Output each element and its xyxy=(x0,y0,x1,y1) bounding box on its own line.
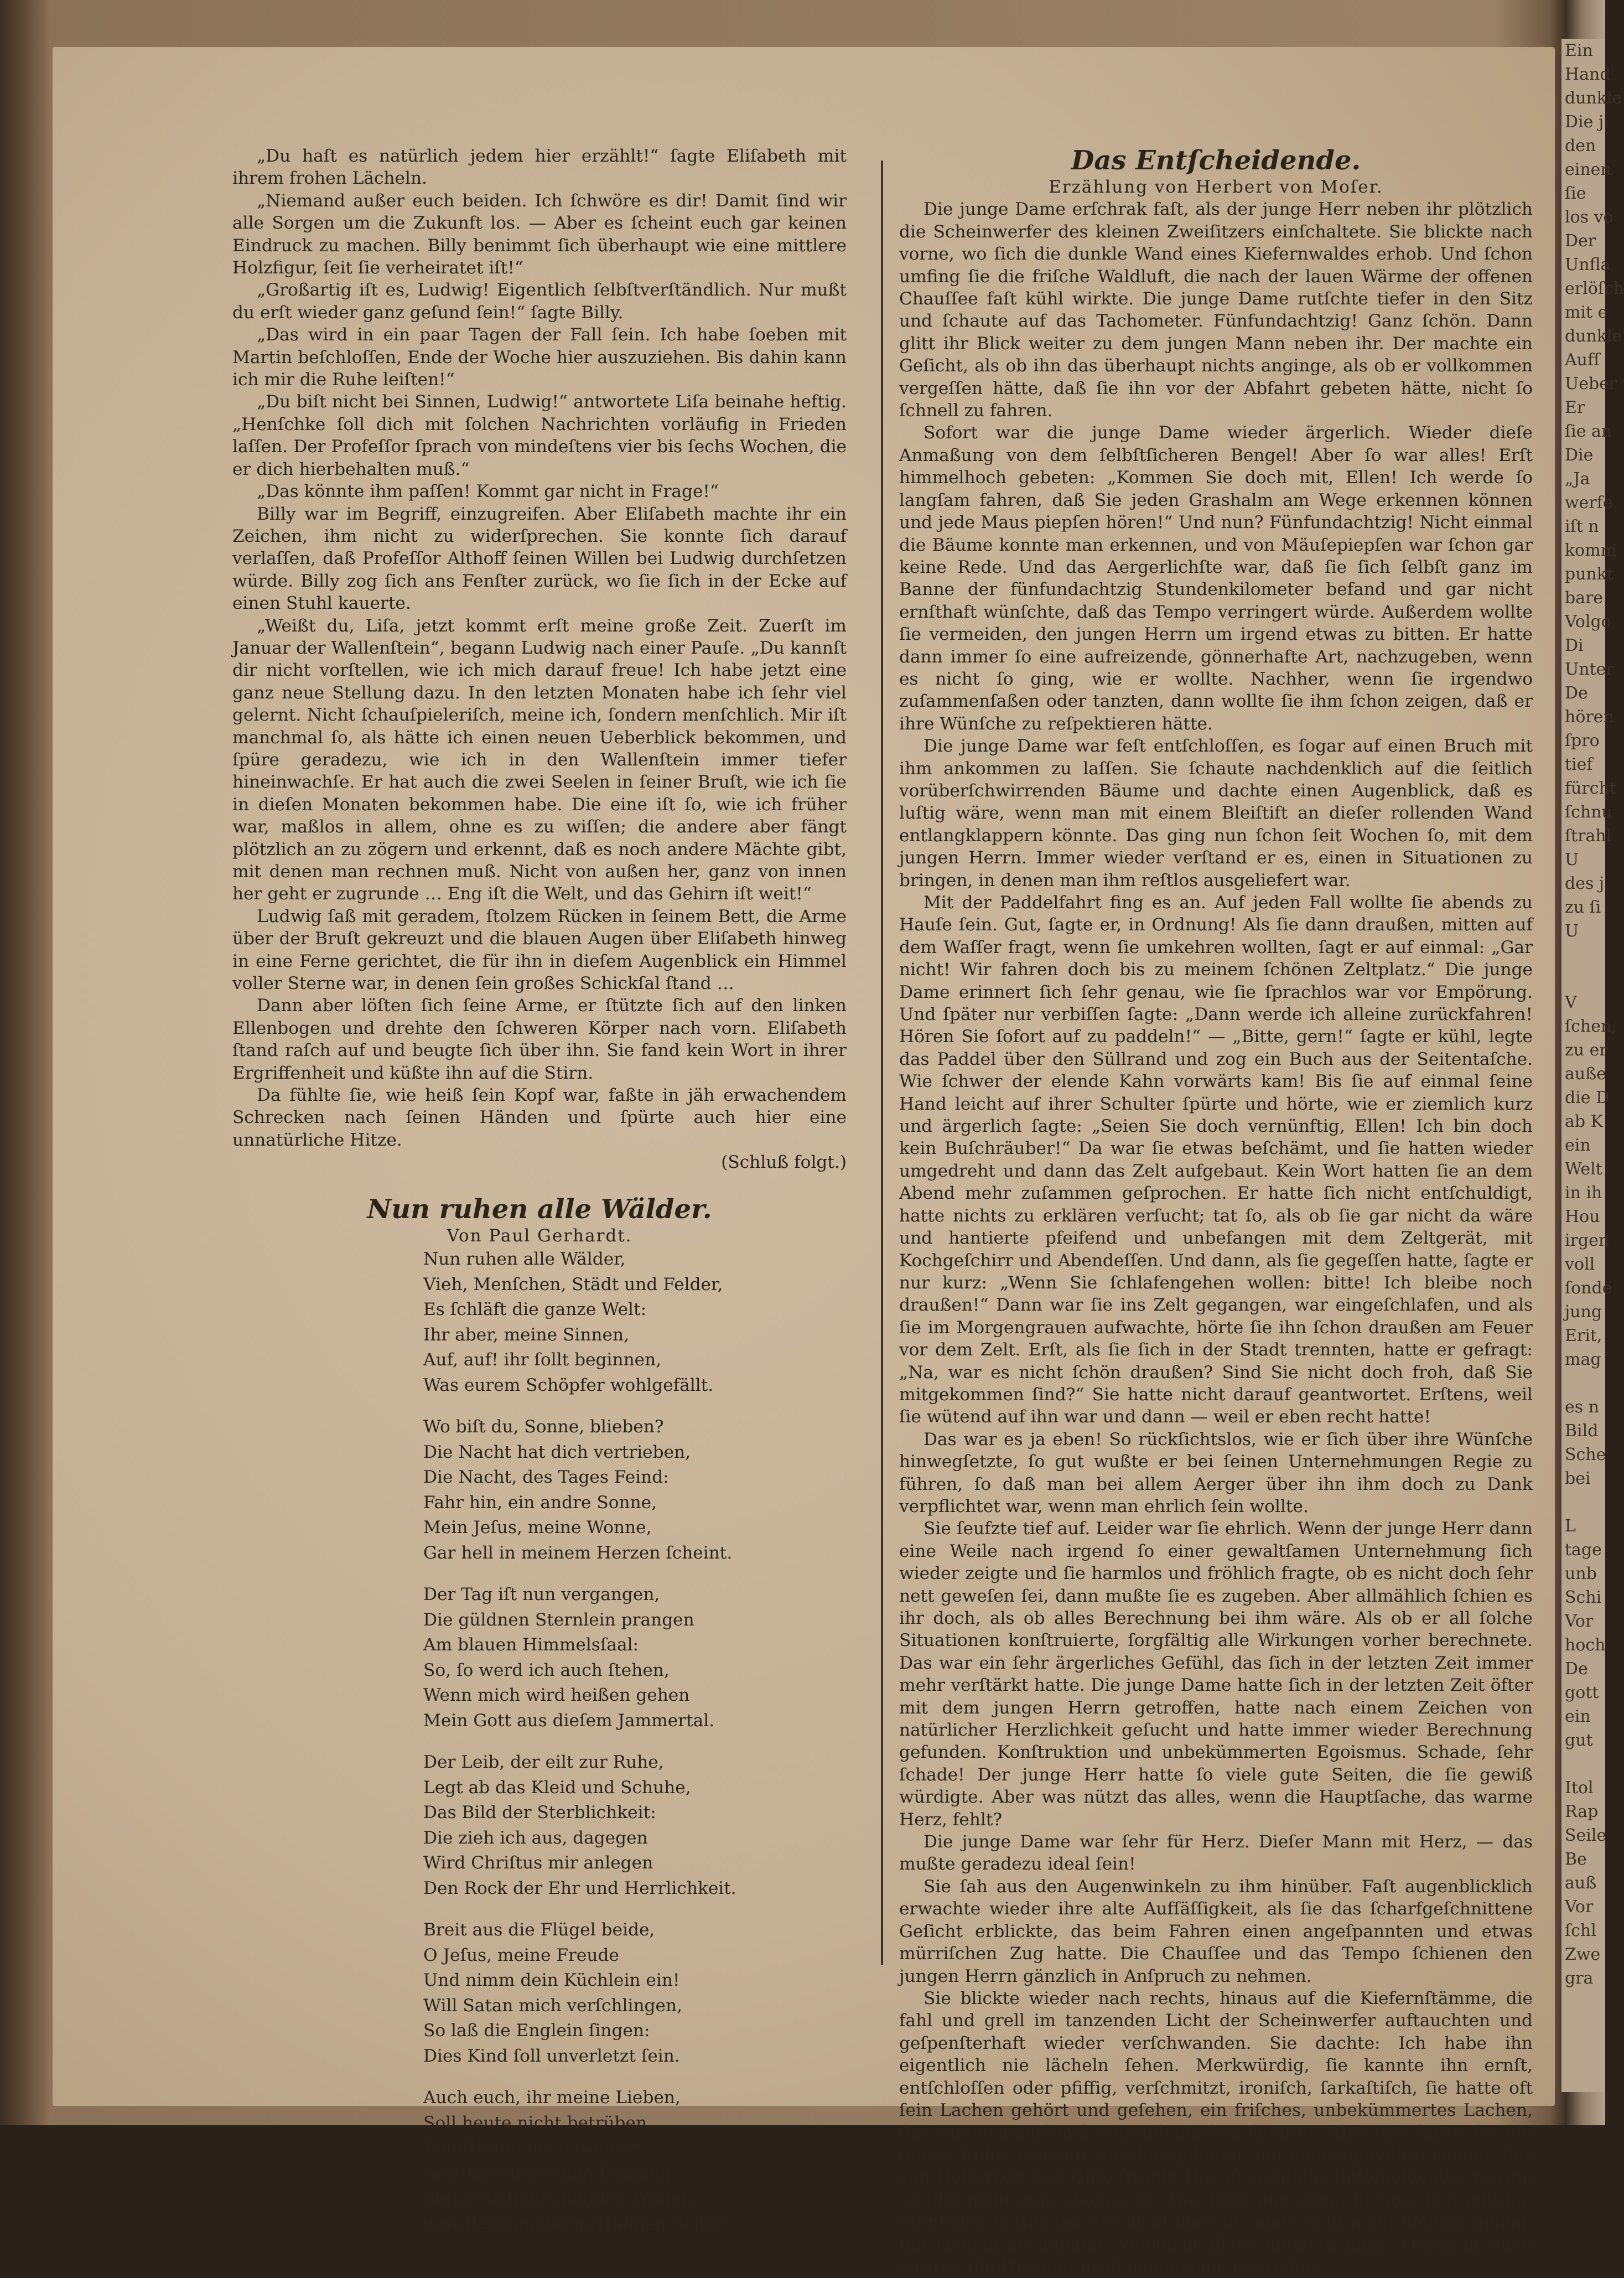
adjacent-page-fragment: Ueber xyxy=(1565,374,1617,394)
adjacent-page-fragment: Erit, xyxy=(1565,1326,1602,1345)
adjacent-page-fragment: Vor xyxy=(1565,1897,1594,1917)
paragraph: Sie blickte wieder nach rechts, hinaus auf die Kiefernſtämme, die fahl und grell im tanzenden Licht der Scheinwerfer auftauchten und geſpenſterhaft wieder verſchwanden. Sie dachte: Ich habe ihn eigentlich nie lächeln ſehen. Merkwürdig, ſie kannte ihn ernſt, entſchloſſen oder pfiffig, verſchmitzt, ironiſch, ſarkaſtiſch, ſie hatte oft ſein Lachen gehört und geſehen, ein friſches, unbekümmertes Lachen, das einen manchmal wütend machen konnte. Aber nie hatte ſie ein gutes, ſtilles Lächeln von ihm geſehen, nie dieſes gewiſſe Lächeln, das von Heiterkeit und Güte ſtrahlt. Das iſt wohl das Entſcheidende, warum ich ihn nicht mag, dachte ſie. Das fehlt ihm eben. Er boxt ſich mit den Menſchen herum oder er lacht über ſie, aber er iſt nicht Menſch genug, um lächeln zu können. Vielleicht iſt er noch zu jung. Vielleicht auch wird er die Weisheit des Lächelns nie begreifen … xyxy=(899,1988,1533,2277)
paragraph: „Großartig iſt es, Ludwig! Eigentlich ſelbſtverſtändlich. Nur mußt du erſt wieder ganz geſund ſein!“ ſagte Billy. xyxy=(232,280,847,323)
paragraph: Die junge Dame war feſt entſchloſſen, es ſogar auf einen Bruch mit ihm ankommen zu laſſen. Sie ſchaute nachdenklich auf die ſeitlich vorüberſchwirrenden Bäume und dachte einen Augenblick, daß es luſtig wäre, wenn man mit einem Bleiſtift an dieſer rollenden Wand entlangklappern könnte. Das ging nun ſchon ſeit Wochen ſo, mit dem jungen Herrn. Immer wieder verſtand er es, einen in Situationen zu bringen, in denen man ihm reſtlos ausgeliefert war. xyxy=(899,736,1533,891)
adjacent-page-fragment: Bild xyxy=(1565,1421,1599,1441)
poem-byline: Von Paul Gerhardt. xyxy=(447,1225,632,1246)
adjacent-page-fragment xyxy=(1561,967,1605,991)
adjacent-page-fragment: einen xyxy=(1565,160,1611,179)
adjacent-page-fragment xyxy=(1561,1490,1605,1514)
poem-line: Gar hell in meinem Herzen ſcheint. xyxy=(423,1542,733,1563)
adjacent-page-fragment: die D xyxy=(1565,1088,1610,1107)
adjacent-page-fragment: Die j xyxy=(1565,112,1604,132)
adjacent-page-fragment: ein xyxy=(1565,1707,1591,1726)
column-rule xyxy=(881,161,883,1965)
adjacent-page-fragment: V xyxy=(1565,993,1577,1012)
poem-line: Gott laß euch ruhig ſchlafen, xyxy=(423,2163,676,2183)
adjacent-page-fragment: jung xyxy=(1565,1302,1602,1322)
poem-body xyxy=(423,1247,847,2236)
poem-line: So laß die Englein ſingen: xyxy=(423,2021,650,2041)
paragraph: Sie ſah aus den Augenwinkeln zu ihm hinüber. Faſt augenblicklich erwachte wieder ihre alte Aufſäſſigkeit, als ſie das ſcharfgeſchnittene Geſicht erblickte, das beim Fahren einen angeſpannten und etwas mürriſchen Zug hatte. Die Chauſſee und das Tempo ſchienen den jungen Herrn gänzlich in Anſpruch zu nehmen. xyxy=(899,1876,1533,1986)
poem-line: Das Bild der Sterblichkeit: xyxy=(423,1803,656,1823)
poem-line: Stellt euch die güldnen Waffen xyxy=(423,2188,693,2209)
adjacent-page-fragment: Der xyxy=(1565,231,1596,251)
poem-line: Kein Unfall noch Gefahr! xyxy=(423,2138,642,2158)
poem-line: Es ſchläft die ganze Welt: xyxy=(423,1300,647,1320)
adjacent-page-fragment: gut xyxy=(1565,1731,1593,1750)
adjacent-page-fragment: in ih xyxy=(1565,1183,1602,1203)
adjacent-page-fragment: bei xyxy=(1565,1469,1591,1488)
adjacent-page-fragment: Seile xyxy=(1565,1826,1607,1845)
adjacent-page-fragment: Itol xyxy=(1565,1778,1594,1798)
adjacent-page-fragment: Be xyxy=(1565,1850,1587,1869)
story-byline: Erzählung von Herbert von Moſer. xyxy=(1049,177,1383,197)
paragraph: „Das wird in ein paar Tagen der Fall ſein. Ich habe ſoeben mit Martin beſchloſſen, Ende der Woche hier auszuziehen. Bis dahin kann ich mir die Ruhe leiſten!“ xyxy=(232,325,847,390)
poem-line: Wird Chriſtus mir anlegen xyxy=(423,1853,653,1873)
adjacent-page-fragment: ſie xyxy=(1565,184,1586,203)
adjacent-page-fragment: De xyxy=(1565,1659,1588,1679)
adjacent-page-fragment: gott xyxy=(1565,1683,1599,1702)
paragraph: „Du biſt nicht bei Sinnen, Ludwig!“ antwortete Liſa beinahe heftig. „Henſchke ſoll dich mit ſolchen Nachrichten vorläufig in Frieden laſſen. Der Profeſſor ſprach von mindeſtens vier bis ſechs Wochen, die er dich hierbehalten muß.“ xyxy=(232,392,847,479)
poem-line: Breit aus die Flügel beide, xyxy=(423,1920,655,1940)
adjacent-page-fragment: gra xyxy=(1565,1969,1594,1988)
paragraph: Das war es ja eben! So rückſichtslos, wie er ſich über ihre Wünſche hinwegſetzte, ſo gut wußte er bei ſeinen Unternehmungen Regie zu führen, ſo daß man bei allem Aerger über ihn ihm doch zu Dank verpflichtet war, wenn man ehrlich ſein wollte. xyxy=(899,1429,1533,1516)
poem-line: Mein Jeſus, meine Wonne, xyxy=(423,1518,652,1538)
poem-stanza xyxy=(423,1582,847,1733)
adjacent-page-fragment: ſpro xyxy=(1565,731,1600,750)
poem-stanza xyxy=(423,2085,847,2236)
adjacent-page-fragment: unb xyxy=(1565,1564,1597,1583)
adjacent-page-fragment: Di xyxy=(1565,636,1584,655)
adjacent-page-fragment: ſchen, xyxy=(1565,1017,1617,1036)
left-column xyxy=(232,145,847,2253)
paragraph: „Das könnte ihm paſſen! Kommt gar nicht in Frage!“ xyxy=(257,482,719,502)
poem-stanza xyxy=(423,1415,847,1566)
adjacent-page-fragment: erlöſch xyxy=(1565,279,1624,298)
adjacent-page-fragment: los vo xyxy=(1565,208,1613,227)
adjacent-page-fragment: hoch xyxy=(1565,1635,1606,1655)
adjacent-page-fragment: zu ſi xyxy=(1565,898,1601,917)
adjacent-page-fragment: des j xyxy=(1565,874,1605,893)
adjacent-page-fragment: Zwe xyxy=(1565,1945,1601,1964)
paragraph: Ludwig ſaß mit geradem, ſtolzem Rücken in ſeinem Bett, die Arme über der Bruſt gekreuzt und die blauen Augen über Eliſabeth hinweg in eine Ferne gerichtet, die für ihn in dieſem Augenblick ein Himmel voller Sterne war, in denen ſein großes Schickſal ſtand … xyxy=(232,906,847,994)
poem-stanza xyxy=(423,1750,847,1901)
poem-stanza xyxy=(423,1247,847,1398)
poem-line: Am blauen Himmelsſaal: xyxy=(423,1635,639,1655)
paragraph: Dann aber löſten ſich ſeine Arme, er ſtützte ſich auf den linken Ellenbogen und drehte den ſchweren Körper nach vorn. Eliſabeth ſtand raſch auf und beugte ſich über ihn. Sie fand kein Wort in ihrer Ergriffenheit und küßte ihn auf die Stirn. xyxy=(232,996,847,1083)
poem-line: Der Leib, der eilt zur Ruhe, xyxy=(423,1752,664,1773)
serial-story-continuation xyxy=(232,145,847,1151)
adjacent-page-fragment: Hou xyxy=(1565,1207,1600,1226)
adjacent-page-fragment: fürcht xyxy=(1565,779,1616,798)
adjacent-page-fragment xyxy=(1561,943,1605,967)
adjacent-page-fragment: irgen xyxy=(1565,1231,1610,1250)
adjacent-page-fragment: ſtrahl xyxy=(1565,826,1612,846)
adjacent-page-fragment: Vor xyxy=(1565,1612,1594,1631)
poem-line: Soll heute nicht betrüben xyxy=(423,2113,647,2133)
paragraph: „Niemand außer euch beiden. Ich ſchwöre es dir! Damit ſind wir alle Sorgen um die Zukunft los. — Aber es ſcheint euch gar keinen Eindruck zu machen. Billy benimmt ſich überhaupt wie eine mittlere Holzfigur, ſeit ſie verheiratet iſt!“ xyxy=(232,190,847,278)
poem-line: Legt ab das Kleid und Schuhe, xyxy=(423,1777,691,1798)
poem-line: Die zieh ich aus, dagegen xyxy=(423,1827,648,1848)
poem-line: Nun ruhen alle Wälder, xyxy=(423,1249,626,1270)
adjacent-page-fragment: Rap xyxy=(1565,1802,1599,1821)
adjacent-page-fragment: Hand xyxy=(1565,65,1611,84)
right-column xyxy=(899,145,1533,2278)
adjacent-page-fragment: Schi xyxy=(1565,1588,1602,1607)
adjacent-page-edge xyxy=(1561,39,1624,2092)
adjacent-page-fragment: Unter xyxy=(1565,660,1614,679)
adjacent-page-fragment: „Ja xyxy=(1565,469,1590,489)
adjacent-page-fragment: ſie an xyxy=(1565,422,1612,441)
poem-line: O Jeſus, meine Freude xyxy=(423,1945,619,1965)
story-body xyxy=(899,198,1533,2278)
paragraph: Sie ſeufzte tief auf. Leider war ſie ehrlich. Wenn der junge Herr dann eine Weile nach irgend ſo einer gewaltſamen Unternehmung ſich wieder zeigte und ſie harmlos und fröhlich fragte, ob es nicht doch ſehr nett geweſen ſei, dann mußte ſie es zugeben. Aber allmählich ſchien es ihr doch, als ob alles Berechnung bei ihm wäre. Als ob er all ſolche Situationen konſtruierte, ſorgfältig alle Wirkungen vorher berechnete. Das war ein ſehr ärgerliches Gefühl, das ſich in der letzten Zeit immer mehr verſtärkt hatte. Die junge Dame hatte ſich in der letzten Zeit öfter mit dem jungen Herrn getroffen, hatte nach einem Zeichen von natürlicher Herzlichkeit geſucht und hatte immer wieder Berechnung gefunden. Konſtruktion und unbekümmerten Egoismus. Schade, ſehr ſchade! Der junge Herr hatte ſo viele gute Seiten, die ſie gewiß würdigte. Aber was nützt das alles, wenn die Hauptſache, das warme Herz, fehlt? xyxy=(899,1519,1533,1830)
adjacent-page-fragment: tage xyxy=(1565,1540,1602,1560)
adjacent-page-fragment: U xyxy=(1565,921,1579,941)
paragraph: Die junge Dame erſchrak faſt, als der junge Herr neben ihr plötzlich die Scheinwerfer des kleinen Zweiſitzers einſchaltete. Sie blickte nach vorne, wo ſich die dunkle Wand eines Kiefernwaldes erhob. Und ſchon umfing ſie die friſche Waldluft, die nach der lauen Wärme der offenen Chauſſee faſt kühl wirkte. Die junge Dame rutſchte tiefer in den Sitz und ſchaute auf das Tachometer. Fünfundachtzig! Ganz ſchön. Dann glitt ihr Blick weiter zu dem jungen Mann neben ihr. Der machte ein Geſicht, als ob ihn das überhaupt nichts anginge, als ob er vollkommen vergeſſen hätte, daß ſie ihn vor der Abfahrt gebeten hätte, nicht ſo ſchnell zu fahren. xyxy=(899,199,1533,421)
adjacent-page-fragment: Welt xyxy=(1565,1159,1602,1179)
poem-line: So, ſo werd ich auch ſtehen, xyxy=(423,1660,670,1680)
poem-line: Was eurem Schöpfer wohlgefällt. xyxy=(423,1375,714,1395)
adjacent-page-fragment: ſchl xyxy=(1565,1921,1596,1940)
poem-line: Vieh, Menſchen, Städt und Felder, xyxy=(423,1274,723,1295)
adjacent-page-fragment: Unfla xyxy=(1565,255,1611,275)
poem-line: Ihr aber, meine Sinnen, xyxy=(423,1324,629,1345)
poem-line: Mein Gott aus dieſem Jammertal. xyxy=(423,1710,715,1731)
adjacent-page-fragment: Volgo xyxy=(1565,612,1611,631)
poem-stanza xyxy=(423,1918,847,2069)
poem-line: Auch euch, ihr meine Lieben, xyxy=(423,2088,681,2108)
story-title: Das Entſcheidende. xyxy=(1071,145,1361,176)
poem-line: Die güldnen Sternlein prangen xyxy=(423,1609,694,1630)
paragraph: Da fühlte ſie, wie heiß ſein Kopf war, faßte in jäh erwachendem Schrecken nach ſeinen Händen und ſpürte auch hier eine unnatürliche Hitze. xyxy=(232,1085,847,1150)
poem-line: Auf, auf! ihr ſollt beginnen, xyxy=(423,1350,662,1370)
paragraph: Die junge Dame war ſehr für Herz. Dieſer Mann mit Herz, — das mußte geradezu ideal ſein! xyxy=(899,1832,1533,1875)
adjacent-page-fragment: U xyxy=(1565,850,1579,869)
paragraph: „Du haſt es natürlich jedem hier erzählt!“ ſagte Eliſabeth mit ihrem frohen Lächeln. xyxy=(232,146,847,189)
poem-line: Fahr hin, ein andre Sonne, xyxy=(423,1492,657,1513)
adjacent-page-fragment: iſt n xyxy=(1565,517,1599,536)
poem-line: Die Nacht, des Tages Feind: xyxy=(423,1467,669,1488)
adjacent-page-fragment: es n xyxy=(1565,1397,1600,1417)
adjacent-page-fragment: zu er xyxy=(1565,1040,1607,1060)
adjacent-page-fragment: tief xyxy=(1565,755,1593,774)
adjacent-page-fragment: dunkle xyxy=(1565,327,1622,346)
adjacent-page-fragment: bare xyxy=(1565,588,1604,608)
adjacent-page-fragment xyxy=(1561,1752,1605,1776)
paragraph: Sofort war die junge Dame wieder ärgerlich. Wieder dieſe Anmaßung von dem ſelbſtſicheren Bengel! Aber ſo war alles! Erſt himmelhoch gebeten: „Kommen Sie doch mit, Ellen! Ich werde ſo langſam fahren, daß Sie jeden Grashalm am Wege erkennen können und jede Maus piepſen hören!“ Und nun? Fünfundachtzig! Nicht einmal die Bäume konnte man erkennen, und von Mäuſepiepſen war ſchon gar keine Rede. Und das Aergerlichſte war, daß ſie ſich ſelbſt ganz im Banne der fünfundachtzig Stundenkilometer befand und gar nicht ernſthaft wünſchte, daß das Tempo verringert würde. Außerdem wollte ſie vermeiden, den jungen Herrn um irgend etwas zu bitten. Er hatte dann immer ſo eine aufreizende, gönnerhafte Art, nachzugeben, wenn es nicht ſo ging, wie er wollte. Nachher, wenn ſie irgendwo zuſammenſaßen oder tanzten, dann wollte ſie ihm ſchon zeigen, daß er ihre Wünſche zu reſpektieren hätte. xyxy=(899,423,1533,734)
poem-line: Der Tag iſt nun vergangen, xyxy=(423,1585,660,1605)
poem-line: Den Rock der Ehr und Herrlichkeit. xyxy=(423,1878,736,1898)
adjacent-page-fragment: Die xyxy=(1565,446,1594,465)
paragraph: „Weißt du, Liſa, jetzt kommt erſt meine große Zeit. Zuerſt im Januar der Wallenſtein“, begann Ludwig nach einer Pauſe. „Du kannſt dir nicht vorſtellen, wie ich mich darauf freue! Ich habe jetzt eine ganz neue Stellung dazu. In den letzten Monaten habe ich ſehr viel gelernt. Nicht ſchauſpieleriſch, meine ich, ſondern menſchlich. Mir iſt manchmal ſo, als hätte ich einen neuen Ueberblick bekommen, und ſpüre geradezu, wie ich in den Wallenſtein immer tiefer hineinwachſe. Er hat auch die zwei Seelen in ſeiner Bruſt, wie ich ſie in dieſen Monaten bekommen habe. Die eine iſt ſo, wie ich früher war, maßlos in allem, ohne es zu wiſſen; die andere aber fängt plötzlich an zu zögern und erkennt, daß es noch andere Mächte gibt, mit denen man rechnen muß. Nicht von außen her, ganz von innen her geht er zugrunde … Eng iſt die Welt, und das Gehirn iſt weit!“ xyxy=(232,615,847,904)
adjacent-page-fragment: werfe xyxy=(1565,493,1613,512)
adjacent-page-fragment: Sche xyxy=(1565,1445,1606,1464)
adjacent-page-fragment: Er xyxy=(1565,398,1585,417)
poem-line: Wo biſt du, Sonne, blieben? xyxy=(423,1417,664,1437)
paragraph: Mit der Paddelfahrt fing es an. Auf jeden Fall wollte ſie abends zu Hauſe ſein. Gut, ſagte er, in Ordnung! Als ſie dann draußen, mitten auf dem Waſſer fragt, wenn ſie umkehren wollten, ſagt er auf einmal: „Gar nicht! Wir fahren doch bis zu meinem ſchönen Zeltplatz.“ Die junge Dame erinnert ſich ſehr genau, wie ſie ſprachlos war vor Empörung. Und ſpäter nur verbiſſen ſagte: „Dann werde ich alleine zurückfahren! Hören Sie ſofort auf zu paddeln!“ — „Bitte, gern!“ ſagte er kühl, legte das Paddel über den Süllrand und zog ein Buch aus der Seitentaſche. Wie ſchwer der elende Kahn vorwärts kam! Bis ſie auf einmal ſeine Hand leicht auf ihrer Schulter ſpürte und hörte, wie er ziemlich kurz und ärgerlich ſagte: „Seien Sie doch vernünftig, Ellen! Ich bin doch kein Buſchräuber!“ Da war ſie etwas beſchämt, und ſie hatten wieder umgedreht und dann das Zelt aufgebaut. Kein Wort hatten ſie an dem Abend mehr zuſammen geſprochen. Er hatte ſich nicht entſchuldigt, hatte nichts zu erklären verſucht; tat ſo, als ob ſie gar nicht da wäre und hantierte pfeifend und unbefangen mit dem Zeltgerät, mit Kochgeſchirr und Abendeſſen. Und dann, als ſie gegeſſen hatte, ſagte er nur kurz: „Wenn Sie ſchlafengehen wollen: bitte! Ich bleibe noch draußen!“ Dann war ſie ins Zelt gegangen, war eingeſchlafen, und als ſie im Morgengrauen aufwachte, hörte ſie ihn ſchon draußen am Feuer vor dem Zelt. Erſt, als ſie ſich in der Stadt trennten, hatte er gefragt: „Na, war es nicht ſchön draußen? Sind Sie nicht doch froh, daß Sie mitgekommen ſind?“ Sie hatte nicht darauf geantwortet. Erſtens, weil ſie wütend auf ihn war und dann — weil er eben recht hatte! xyxy=(899,893,1533,1427)
adjacent-page-fragment: dunkle xyxy=(1565,89,1622,108)
adjacent-page-fragment: ab K xyxy=(1565,1112,1604,1131)
adjacent-page-fragment: L xyxy=(1565,1516,1576,1536)
adjacent-page-fragment: mag xyxy=(1565,1350,1601,1369)
adjacent-page-fragment: komm xyxy=(1565,541,1617,560)
adjacent-page-fragment: auße xyxy=(1565,1064,1606,1084)
adjacent-page-fragment: voll xyxy=(1565,1255,1595,1274)
adjacent-page-fragment: ein xyxy=(1565,1136,1591,1155)
adjacent-page-fragment xyxy=(1561,1371,1605,1395)
adjacent-page-fragment: hören xyxy=(1565,707,1614,727)
adjacent-page-fragment: De xyxy=(1565,684,1588,703)
adjacent-page-fragment: ſchnu xyxy=(1565,803,1612,822)
adjacent-page-fragment: den xyxy=(1565,136,1596,156)
adjacent-page-fragment: Ein xyxy=(1565,41,1593,60)
adjacent-page-fragment: mit e xyxy=(1565,303,1608,322)
poem-line: Will Satan mich verſchlingen, xyxy=(423,1995,682,2016)
adjacent-page-fragment: punkt xyxy=(1565,565,1614,584)
poem-line: ums Bett und ſeiner Helden Schar! xyxy=(423,2213,730,2234)
poem-line: Wenn mich wird heißen gehen xyxy=(423,1685,690,1706)
paragraph: Billy war im Begriff, einzugreifen. Aber Eliſabeth machte ihr ein Zeichen, ihm nicht zu widerſprechen. Sie konnte ſich darauf verlaſſen, daß Profeſſor Althoff ſeinen Willen bei Ludwig durchſetzen würde. Billy zog ſich ans Fenſter zurück, wo ſie ſich in der Ecke auf einen Stuhl kauerte. xyxy=(232,504,847,614)
continuation-note: (Schluß folgt.) xyxy=(721,1152,847,1173)
poem-line: Die Nacht hat dich vertrieben, xyxy=(423,1442,691,1462)
poem-line: Dies Kind ſoll unverletzt ſein. xyxy=(423,2046,680,2066)
poem-title: Nun ruhen alle Wälder. xyxy=(367,1193,712,1225)
adjacent-page-fragment: auß xyxy=(1565,1873,1597,1893)
poem-line: Und nimm dein Küchlein ein! xyxy=(423,1970,680,1991)
adjacent-page-fragment: Aufſ xyxy=(1565,350,1600,370)
adjacent-page-fragment: ſonde xyxy=(1565,1278,1612,1298)
